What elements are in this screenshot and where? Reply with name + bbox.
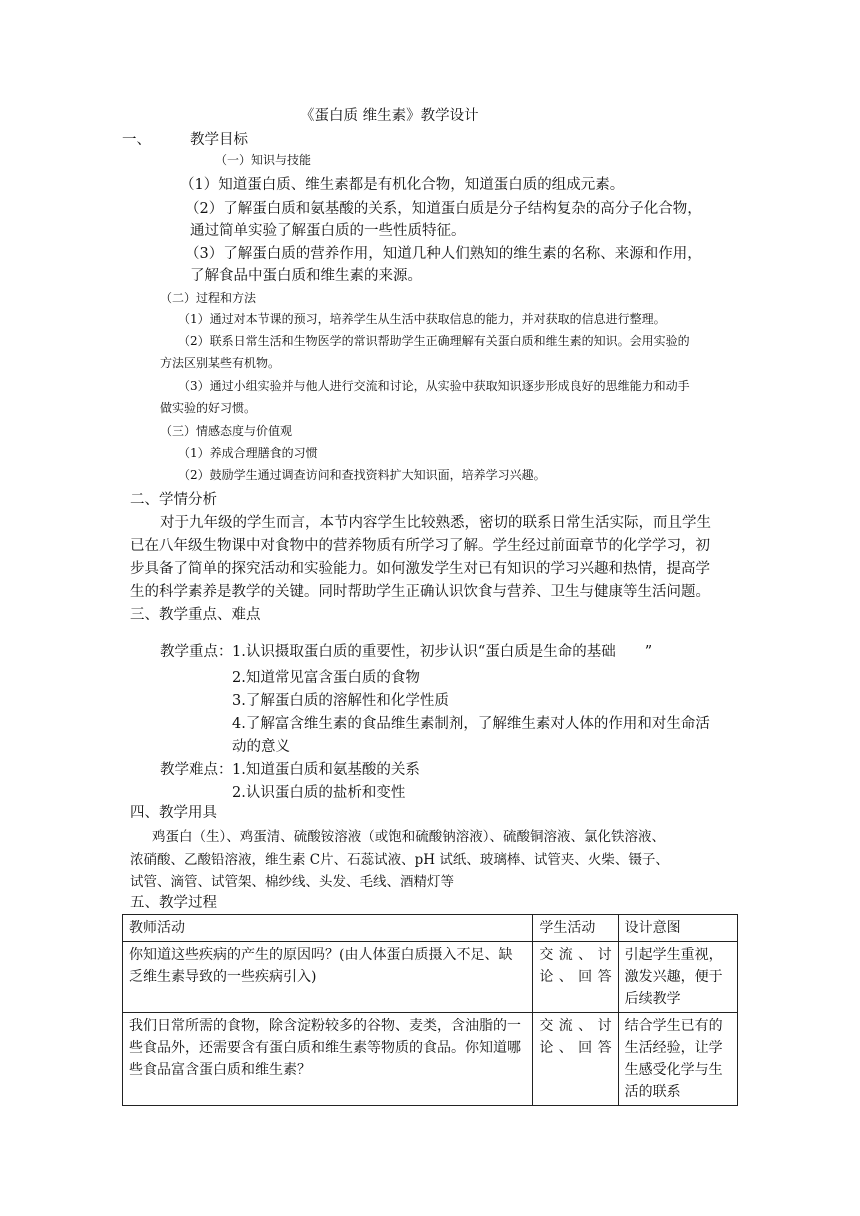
attitude-item-2: （2）鼓励学生通过调查访问和查找资料扩大知识面，培养学习兴趣。: [178, 468, 546, 482]
process-item-1: （1）通过对本节课的预习，培养学生从生活中获取信息的能力，并对获取的信息进行整理。: [178, 312, 666, 326]
section-1-number: 一、: [122, 132, 151, 148]
design-intent-cell: 引起学生重视，激发兴趣，便于后续教学: [618, 942, 737, 1013]
key-point-4a: 4.了解富含维生素的食品维生素制剂，了解维生素对人体的作用和对生命活: [232, 716, 710, 732]
teacher-activity-cell: 你知道这些疾病的产生的原因吗？(由人体蛋白质摄入不足、缺乏维生素导致的一些疾病引入): [123, 942, 533, 1013]
knowledge-item-2b: 通过简单实验了解蛋白质的一些性质特征。: [190, 223, 466, 239]
teaching-process-table: [122, 914, 738, 1106]
section-4-heading: 四、教学用具: [130, 805, 217, 821]
knowledge-item-2a: （2）了解蛋白质和氨基酸的关系，知道蛋白质是分子结构复杂的高分子化合物，: [185, 201, 702, 217]
key-point-2: 2.知道常见富含蛋白质的食物: [232, 670, 420, 686]
process-item-3a: （3）通过小组实验并与他人进行交流和讨论，从实验中获取知识逐步形成良好的思维能力和动手: [178, 379, 690, 393]
student-activity-cell: 交流、讨论、回答: [533, 942, 618, 1013]
header-teacher-activity: 教师活动: [123, 915, 533, 942]
key-point-3: 3.了解蛋白质的溶解性和化学性质: [232, 693, 449, 709]
materials-line-1: 鸡蛋白（生）、鸡蛋清、硫酸铵溶液（或饱和硫酸钠溶液）、硫酸铜溶液、氯化铁溶液、: [152, 829, 665, 845]
section-5-heading: 五、教学过程: [130, 895, 217, 911]
knowledge-item-3a: （3）了解蛋白质的营养作用，知道几种人们熟知的维生素的名称、来源和作用，: [185, 246, 702, 262]
key-points-label: 教学重点：: [160, 644, 233, 660]
attitude-item-1: （1）养成合理膳食的习惯: [178, 446, 318, 460]
section-2-heading: 二、学情分析: [130, 492, 217, 508]
difficult-points-label: 教学难点：: [160, 762, 233, 778]
document-title: 《蛋白质 维生素》教学设计: [300, 108, 479, 124]
subsection-attitude: （三）情感态度与价值观: [160, 424, 293, 438]
analysis-line-2: 已在八年级生物课中对食物中的营养物质有所学习了解。学生经过前面章节的化学学习，初: [130, 538, 710, 554]
section-1-heading: 教学目标: [190, 132, 248, 148]
analysis-line-4: 生的科学素养是教学的关键。同时帮助学生正确认识饮食与营养、卫生与健康等生活问题。: [130, 584, 710, 600]
table-row: [123, 1013, 738, 1106]
section-3-heading: 三、教学重点、难点: [130, 607, 261, 623]
difficult-point-1: 1.知道蛋白质和氨基酸的关系: [232, 762, 420, 778]
process-item-2a: （2）联系日常生活和生物医学的常识帮助学生正确理解有关蛋白质和维生素的知识。会用实验的: [178, 334, 690, 348]
process-item-3b: 做实验的好习惯。: [160, 401, 257, 415]
key-point-1: 1.认识摄取蛋白质的重要性，初步认识“蛋白质是生命的基础 ”: [232, 644, 653, 660]
knowledge-item-1: （1）知道蛋白质、维生素都是有机化合物，知道蛋白质的组成元素。: [180, 177, 625, 193]
materials-line-2: 浓硝酸、乙酸铅溶液，维生素 C片、石蕊试液、pH 试纸、玻璃棒、试管夹、火柴、镊子、: [130, 852, 669, 868]
header-student-activity: 学生活动: [533, 915, 618, 942]
key-point-4b: 动的意义: [232, 739, 290, 755]
materials-line-3: 试管、滴管、试管架、棉纱线、头发、毛线、酒精灯等: [130, 874, 454, 890]
table-row: [123, 942, 738, 1013]
knowledge-item-3b: 了解食品中蛋白质和维生素的来源。: [190, 268, 422, 284]
student-activity-cell: 交流、讨论、回答: [533, 1013, 618, 1106]
analysis-line-3: 步具备了简单的探究活动和实验能力。如何激发学生对已有知识的学习兴趣和热情，提高学: [130, 561, 710, 577]
subsection-process: （二）过程和方法: [160, 291, 257, 305]
difficult-point-2: 2.认识蛋白质的盐析和变性: [232, 785, 406, 801]
subsection-knowledge: （一）知识与技能: [215, 153, 312, 167]
process-item-2b: 方法区别某些有机物。: [160, 356, 281, 370]
analysis-line-1: 对于九年级的学生而言，本节内容学生比较熟悉，密切的联系日常生活实际，而且学生: [160, 515, 711, 531]
teacher-activity-cell: 我们日常所需的食物，除含淀粉较多的谷物、麦类，含油脂的一些食品外，还需要含有蛋白质和维生素等物质的食品。你知道哪些食品富含蛋白质和维生素？: [123, 1013, 533, 1106]
design-intent-cell: 结合学生已有的生活经验，让学生感受化学与生活的联系: [618, 1013, 737, 1106]
header-design-intent: 设计意图: [618, 915, 737, 942]
table-header-row: [123, 915, 738, 942]
